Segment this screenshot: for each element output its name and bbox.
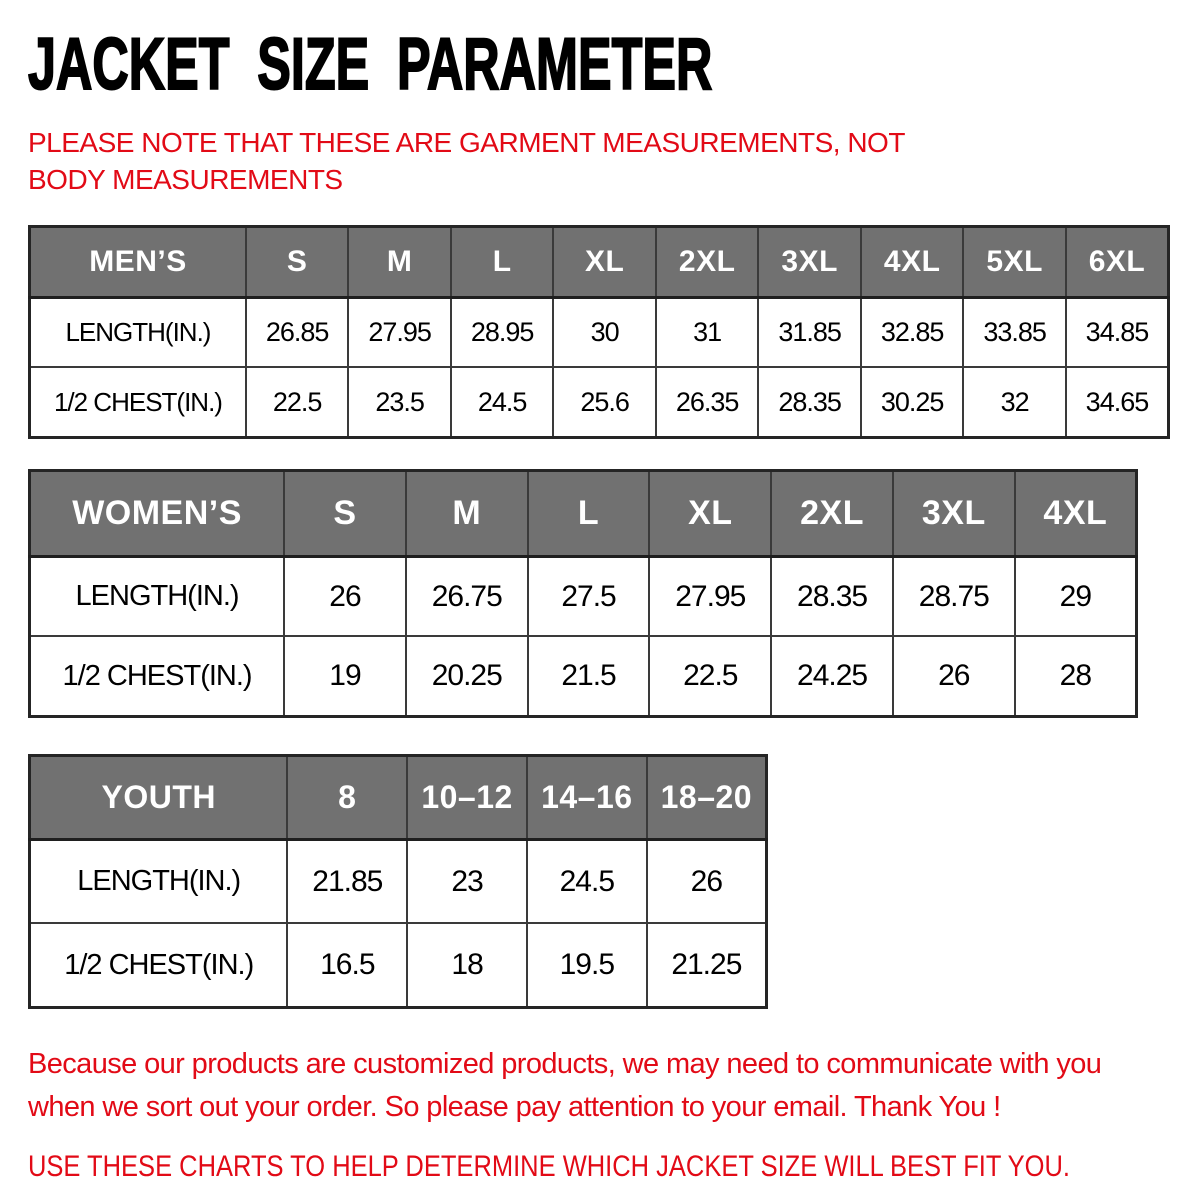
size-header-cell: 5XL xyxy=(963,226,1066,297)
size-value-cell: 32 xyxy=(963,367,1066,437)
size-header-cell: L xyxy=(451,226,554,297)
womens-length-row xyxy=(30,556,1137,636)
size-value-cell: 25.6 xyxy=(553,367,656,437)
size-value-cell: 24.25 xyxy=(771,636,893,716)
youth-table-title-cell: YOUTH xyxy=(30,755,288,839)
size-value-cell: 22.5 xyxy=(649,636,771,716)
size-value-cell: 31.85 xyxy=(758,297,861,367)
size-value-cell: 34.85 xyxy=(1066,297,1169,367)
size-value-cell: 23 xyxy=(407,839,527,923)
size-value-cell: 23.5 xyxy=(348,367,451,437)
size-value-cell: 22.5 xyxy=(246,367,349,437)
size-value-cell: 21.25 xyxy=(647,923,767,1007)
size-value-cell: 28.95 xyxy=(451,297,554,367)
size-value-cell: 27.95 xyxy=(348,297,451,367)
womens-chest-row xyxy=(30,636,1137,716)
size-header-cell: 10–12 xyxy=(407,755,527,839)
size-header-cell: 4XL xyxy=(1015,470,1137,556)
size-header-cell: XL xyxy=(649,470,771,556)
size-value-cell: 24.5 xyxy=(451,367,554,437)
size-value-cell: 33.85 xyxy=(963,297,1066,367)
size-value-cell: 24.5 xyxy=(527,839,647,923)
row-label-cell: 1/2 CHEST(IN.) xyxy=(30,367,246,437)
size-header-cell: 8 xyxy=(287,755,407,839)
row-label-cell: LENGTH(IN.) xyxy=(30,556,285,636)
size-value-cell: 18 xyxy=(407,923,527,1007)
size-value-cell: 19 xyxy=(284,636,406,716)
size-header-cell: S xyxy=(246,226,349,297)
row-label-cell: LENGTH(IN.) xyxy=(30,297,246,367)
row-label-cell: LENGTH(IN.) xyxy=(30,839,288,923)
garment-measurement-note: PLEASE NOTE THAT THESE ARE GARMENT MEASUREMENTS, NOT BODY MEASUREMENTS xyxy=(28,127,905,195)
size-header-cell: L xyxy=(528,470,650,556)
size-value-cell: 26.85 xyxy=(246,297,349,367)
mens-chest-row xyxy=(30,367,1169,437)
womens-header-row xyxy=(30,470,1137,556)
size-header-cell: 14–16 xyxy=(527,755,647,839)
size-value-cell: 34.65 xyxy=(1066,367,1169,437)
mens-table-title-cell: MEN’S xyxy=(30,226,246,297)
row-label-cell: 1/2 CHEST(IN.) xyxy=(30,923,288,1007)
size-header-cell: 3XL xyxy=(758,226,861,297)
size-value-cell: 27.5 xyxy=(528,556,650,636)
customization-notice: Because our products are customized products, we may need to communicate with you when we sort out your order. So please pay attention to your email. Thank You ! xyxy=(28,1047,1102,1124)
size-value-cell: 16.5 xyxy=(287,923,407,1007)
size-value-cell: 28.75 xyxy=(893,556,1015,636)
size-value-cell: 30 xyxy=(553,297,656,367)
mens-size-table xyxy=(28,225,1170,439)
size-value-cell: 21.85 xyxy=(287,839,407,923)
chart-usage-instruction: USE THESE CHARTS TO HELP DETERMINE WHICH JACKET SIZE WILL BEST FIT YOU. xyxy=(28,1149,1070,1183)
size-header-cell: M xyxy=(406,470,528,556)
youth-chest-row xyxy=(30,923,767,1007)
size-value-cell: 28.35 xyxy=(758,367,861,437)
size-header-cell: XL xyxy=(553,226,656,297)
size-header-cell: 4XL xyxy=(861,226,964,297)
womens-table-title-cell: WOMEN’S xyxy=(30,470,285,556)
womens-size-table xyxy=(28,469,1138,718)
size-value-cell: 28 xyxy=(1015,636,1137,716)
size-header-cell: M xyxy=(348,226,451,297)
size-header-cell: 3XL xyxy=(893,470,1015,556)
size-value-cell: 26 xyxy=(647,839,767,923)
size-header-cell: 2XL xyxy=(771,470,893,556)
size-value-cell: 28.35 xyxy=(771,556,893,636)
page-title: JACKET SIZE PARAMETER xyxy=(28,24,713,105)
youth-header-row xyxy=(30,755,767,839)
size-header-cell: 18–20 xyxy=(647,755,767,839)
size-value-cell: 30.25 xyxy=(861,367,964,437)
size-value-cell: 19.5 xyxy=(527,923,647,1007)
size-header-cell: 6XL xyxy=(1066,226,1169,297)
size-value-cell: 26.75 xyxy=(406,556,528,636)
size-value-cell: 32.85 xyxy=(861,297,964,367)
size-header-cell: 2XL xyxy=(656,226,759,297)
size-value-cell: 26 xyxy=(284,556,406,636)
size-value-cell: 29 xyxy=(1015,556,1137,636)
row-label-cell: 1/2 CHEST(IN.) xyxy=(30,636,285,716)
size-value-cell: 27.95 xyxy=(649,556,771,636)
size-value-cell: 21.5 xyxy=(528,636,650,716)
mens-header-row xyxy=(30,226,1169,297)
youth-length-row xyxy=(30,839,767,923)
size-header-cell: S xyxy=(284,470,406,556)
youth-size-table xyxy=(28,754,768,1009)
mens-length-row xyxy=(30,297,1169,367)
size-value-cell: 26.35 xyxy=(656,367,759,437)
size-value-cell: 31 xyxy=(656,297,759,367)
size-value-cell: 26 xyxy=(893,636,1015,716)
size-value-cell: 20.25 xyxy=(406,636,528,716)
